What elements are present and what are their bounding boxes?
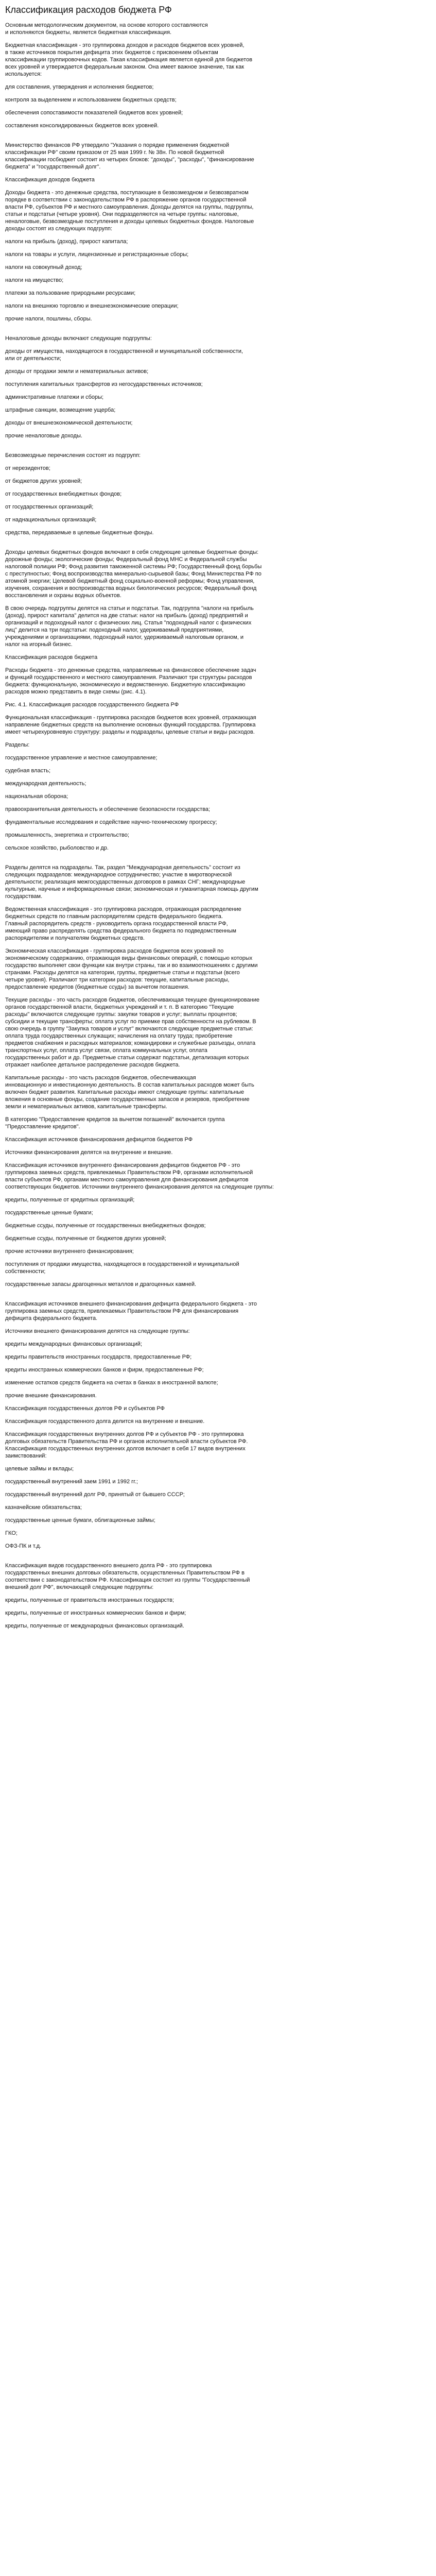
paragraph: бюджетные ссуды, полученные от бюджетов других уровней; [5, 1235, 166, 1242]
paragraph: Классификация доходов бюджета [5, 177, 95, 183]
paragraph: доходы от имущества, находящегося в государственной и муниципальной собственности, или от деятельности; [5, 348, 243, 362]
paragraph: штрафные санкции, возмещение ущерба; [5, 407, 116, 413]
paragraph: административные платежи и сборы; [5, 394, 104, 400]
paragraph: прочие неналоговые доходы. [5, 433, 82, 439]
paragraph: средства, передаваемые в целевые бюджетные фонды. [5, 530, 154, 536]
paragraph: судебная власть; [5, 768, 51, 774]
paragraph: Классификация государственных долгов РФ и субъектов РФ [5, 1405, 165, 1412]
paragraph: для составления, утверждения и исполнения бюджетов; [5, 84, 154, 90]
paragraph: от наднациональных организаций; [5, 517, 97, 523]
paragraph: поступления капитальных трансфертов из негосударственных источников; [5, 381, 203, 387]
paragraph: платежи за пользование природными ресурсами; [5, 290, 136, 296]
paragraph: национальная оборона; [5, 793, 68, 800]
paragraph: целевые займы и вклады; [5, 1466, 74, 1472]
paragraph: государственные запасы драгоценных металлов и драгоценных камней. [5, 1281, 197, 1287]
paragraph: прочие внешние финансирования. [5, 1393, 97, 1399]
paragraph: Классификация источников финансирования дефицитов бюджетов РФ [5, 1137, 193, 1143]
paragraph: Классификация источников внутреннего финансирования дефицитов бюджетов РФ - это группировка заемных средств, привлекаемых Правительством РФ, органами исполнительной власти субъектов РФ, органами местного самоуправления для финансирования дефицитов соответствующих бюджетов. Источники внутреннего финансирования делятся на следующие группы: [5, 1162, 274, 1190]
paragraph: Функциональная классификация - группировка расходов бюджетов всех уровней, отражающая направление бюджетных средств на выполнение основных функций государства. Группировка имеет четырехуровневую структуру: разделы и подразделы, целевые статьи и виды расходов. [5, 715, 256, 735]
paragraph: государственное управление и местное самоуправление; [5, 755, 158, 761]
paragraph: международная деятельность; [5, 781, 86, 787]
paragraph: фундаментальные исследования и содействие научно-техническому прогрессу; [5, 819, 217, 825]
paragraph: ОФЗ-ПК и т.д. [5, 1543, 42, 1549]
paragraph: налоги на товары и услуги, лицензионные и регистрационные сборы; [5, 251, 189, 258]
paragraph: кредиты, полученные от правительств иностранных государств; [5, 1597, 174, 1603]
paragraph: Классификация государственного долга делится на внутренние и внешние. [5, 1418, 205, 1425]
paragraph: от бюджетов других уровней; [5, 478, 82, 484]
paragraph: кредиты правительств иностранных государств, предоставленные РФ; [5, 1354, 192, 1360]
paragraph: Классификация государственных внутренних долгов РФ и субъектов РФ - это группировка долговых обязательств Правительства РФ и органов исполнительной власти субъектов РФ. Классификация государственных внутренних долгов включает в себя 17 видов внутренних заимствований: [5, 1431, 248, 1459]
paragraph: Источники внешнего финансирования делятся на следующие группы: [5, 1328, 190, 1334]
paragraph: Классификация видов государственного внешнего долга РФ - это группировка государственных внешних долговых обязательств, осуществленных Правительством РФ в соответствии с законодательством РФ. Классификация состоит из группы "Государственный внешний долг РФ", включающей следующие подгруппы: [5, 1563, 250, 1590]
paragraph: государственный внутренний долг РФ, принятый от бывшего СССР; [5, 1492, 185, 1498]
paragraph: Бюджетная классификация - это группировка доходов и расходов бюджетов всех уровней, в также источников покрытия дефицита этих бюджетов с присвоением объектам классификации группировочных кодов. Такая классификация является единой для бюджетов всех уровней и утверждается федеральным законом. Она имеет важное значение, так как используется: [5, 42, 253, 77]
paragraph: Доходы бюджета - это денежные средства, поступающие в безвозмездном и безвозвратном порядке в соответствии с законодательством РФ в распоряжение органов государственной власти РФ, субъектов РФ и местного самоуправления. Доходы делятся на группы, подгруппы, статьи и подстатьи (четыре уровня). Они подразделяются на четыре группы: налоговые, неналоговые, безвозмездные поступления и доходы целевых бюджетных фондов. Налоговые доходы состоят из следующих подгрупп: [5, 190, 254, 232]
paragraph: кредиты, полученные от кредитных организаций; [5, 1197, 135, 1203]
paragraph: Доходы целевых бюджетных фондов включают в себя следующие целевые бюджетные фонды: дорожные фонды; экологические фонды; Федеральный фонд МНС и Федеральной службы налоговой полиции РФ; Фонд развития таможенной системы РФ; Государственный фонд борьбы с преступностью; Фонд воспроизводства минерально-сырьевой базы; Фонд Министерства РФ по атомной энергии; Целевой бюджетный фонд социально-военной реформы; Фонд управления, изучения, сохранения и воспроизводства водных биологических ресурсов; Федеральный фонд восстановления и охраны водных объектов. [5, 549, 262, 599]
paragraph: налоги на внешнюю торговлю и внешнеэкономические операции; [5, 303, 179, 309]
paragraph: контроля за выделением и использованием бюджетных средств; [5, 97, 177, 103]
paragraph: Текущие расходы - это часть расходов бюджетов, обеспечивающая текущее функционирование органов государственной власти, бюджетных учреждений и т. п. В категорию "Текущие расходы" включаются следующие группы: закупки товаров и услуг; выплаты процентов; субсидии и текущие трансферты; оплата услуг по приемке прав собственности на рублевом. В свою очередь в группу "Закупка товаров и услуг" включаются следующие предметные статьи: оплата труда государственных служащих; начисления на оплату труда; приобретение предметов снабжения и расходных материалов; командировки и служебные разъезды, оплата транспортных услуг, оплата услуг связи, оплата коммунальных услуг, оплата государственных работ и др. Предметные статьи содержат подстатьи, детализация которых отражает наиболее детальное распределение расходов бюджета. [5, 997, 259, 1068]
paragraph: кредиты иностранных коммерческих банков и фирм, предоставленные РФ; [5, 1367, 204, 1373]
paragraph: обеспечения сопоставимости показателей бюджетов всех уровней; [5, 110, 183, 116]
paragraph: сельское хозяйство, рыболовство и др. [5, 845, 109, 851]
paragraph: составления консолидированных бюджетов всех уровней. [5, 123, 159, 129]
paragraph: налоги на совокупный доход; [5, 264, 82, 270]
paragraph: правоохранительная деятельность и обеспечение безопасности государства; [5, 806, 211, 812]
paragraph: В категорию "Предоставление кредитов за вычетом погашений" включается группа "Предоставление кредитов". [5, 1116, 225, 1130]
paragraph: Источники финансирования делятся на внутренние и внешние. [5, 1149, 173, 1156]
paragraph: от государственных организаций; [5, 504, 94, 510]
paragraph: Рис. 4.1. Классификация расходов государственного бюджета РФ [5, 702, 179, 708]
document-body [5, 22, 431, 1630]
paragraph: казначейские обязательства; [5, 1504, 82, 1511]
paragraph: от государственных внебюджетных фондов; [5, 491, 122, 497]
paragraph: государственные ценные бумаги, облигационные займы; [5, 1517, 155, 1523]
paragraph: прочие источники внутреннего финансирования; [5, 1248, 134, 1255]
paragraph: Экономическая классификация - группировка расходов бюджетов всех уровней по экономическому содержанию, отражающая виды финансовых операций, с помощью которых государство выполняет свои функции как внутри страны, так и во взаимоотношениях с другими странами. Расходы делятся на категории, группы, предметные статьи и подстатьи (всего четыре уровня). Различают три категории расходов: текущие, капитальные расходы, предоставление кредитов (бюджетные ссуды) за вычетом погашения. [5, 948, 258, 990]
paragraph: налоги на прибыль (доход), прирост капитала; [5, 239, 128, 245]
paragraph: ГКО; [5, 1530, 18, 1536]
paragraph: промышленность, энергетика и строительство; [5, 832, 129, 838]
paragraph: государственный внутренний заем 1991 и 1992 гг.; [5, 1479, 138, 1485]
paragraph: поступления от продажи имущества, находящегося в государственной и муниципальной собственности; [5, 1261, 239, 1275]
paragraph: Классификация расходов бюджета [5, 654, 98, 660]
paragraph: Разделы: [5, 742, 30, 748]
paragraph: В свою очередь подгруппы делятся на статьи и подстатьи. Так, подгруппа "налоги на прибыль (доход), прирост капитала" делится на две статьи: налог на прибыль (доход) предприятий и организаций и подоходный налог с физических лиц. Статья "подоходный налог с физических лиц" делится на три подстатьи: подоходный налог, удерживаемый предприятиями, учреждениями и организациями, подоходный налог, удерживаемый налоговым органом, и налог на игорный бизнес. [5, 605, 254, 648]
paragraph: кредиты, полученные от иностранных коммерческих банков и фирм; [5, 1610, 186, 1616]
paragraph: Классификация источников внешнего финансирования дефицита федерального бюджета - это группировка заемных средств, привлекаемых Правительством РФ для финансирования дефицита федерального бюджета. [5, 1301, 257, 1321]
paragraph: Расходы бюджета - это денежные средства, направляемые на финансовое обеспечение задач и функций государственного и местного самоуправления. Различают три структуры расходов бюджета: функциональную, экономическую и ведомственную. Бюджетную классификацию расходов можно представить в виде схемы (рис. 4.1). [5, 667, 256, 695]
paragraph: Неналоговые доходы включают следующие подгруппы: [5, 335, 152, 342]
paragraph: налоги на имущество; [5, 277, 64, 283]
paragraph: от нерезидентов; [5, 465, 50, 471]
paragraph: прочие налоги, пошлины, сборы. [5, 316, 92, 322]
paragraph: Капитальные расходы - это часть расходов бюджетов, обеспечивающая инновационную и инвестиционную деятельность. В состав капитальных расходов может быть включен бюджет развития. Капитальные расходы имеют следующие группы: капитальные вложения в основные фонды, создание государственных запасов и резервов, приобретение земли и нематериальных активов, капитальные трансферты. [5, 1075, 254, 1110]
paragraph: кредиты международных финансовых организаций; [5, 1341, 143, 1347]
paragraph: государственные ценные бумаги; [5, 1210, 93, 1216]
paragraph: Министерство финансов РФ утвердило "Указания о порядке применения бюджетной классификации РФ" своим приказом от 25 мая 1999 г. № 38н. По новой бюджетной классификации госбюджет состоит из четырех блоков: "доходы", "расходы", "финансирование бюджета" и "государственный долг". [5, 142, 254, 170]
paragraph: доходы от продажи земли и нематериальных активов; [5, 368, 149, 375]
paragraph: бюджетные ссуды, полученные от государственных внебюджетных фондов; [5, 1223, 206, 1229]
paragraph: Ведомственная классификация - это группировка расходов, отражающая распределение бюджетных средств по главным распорядителям средств федерального бюджета. Главный распорядитель средств - руководитель органа государственной власти РФ, имеющий право распределять средства федерального бюджета по подведомственным распорядителям и получателям бюджетных средств. [5, 906, 241, 941]
paragraph: Разделы делятся на подразделы. Так, раздел "Международная деятельность" состоит из следующих подразделов: международное сотрудничество; участие в миротворческой деятельности; реализация межгосударственных договоров в рамках СНГ; международные культурные, научные и информационные связи; экономическая и гуманитарная помощь другим государствам. [5, 865, 258, 900]
paragraph: изменение остатков средств бюджета на счетах в банках в иностранной валюте; [5, 1380, 218, 1386]
paragraph: Безвозмездные перечисления состоят из подгрупп: [5, 452, 141, 459]
paragraph: Основным методологическим документом, на основе которого составляются и исполняются бюджеты, является бюджетная классификация. [5, 22, 208, 36]
paragraph: доходы от внешнеэкономической деятельности; [5, 420, 133, 426]
page-title: Классификация расходов бюджета РФ [5, 5, 172, 15]
paragraph: кредиты, полученные от международных финансовых организаций. [5, 1623, 184, 1629]
